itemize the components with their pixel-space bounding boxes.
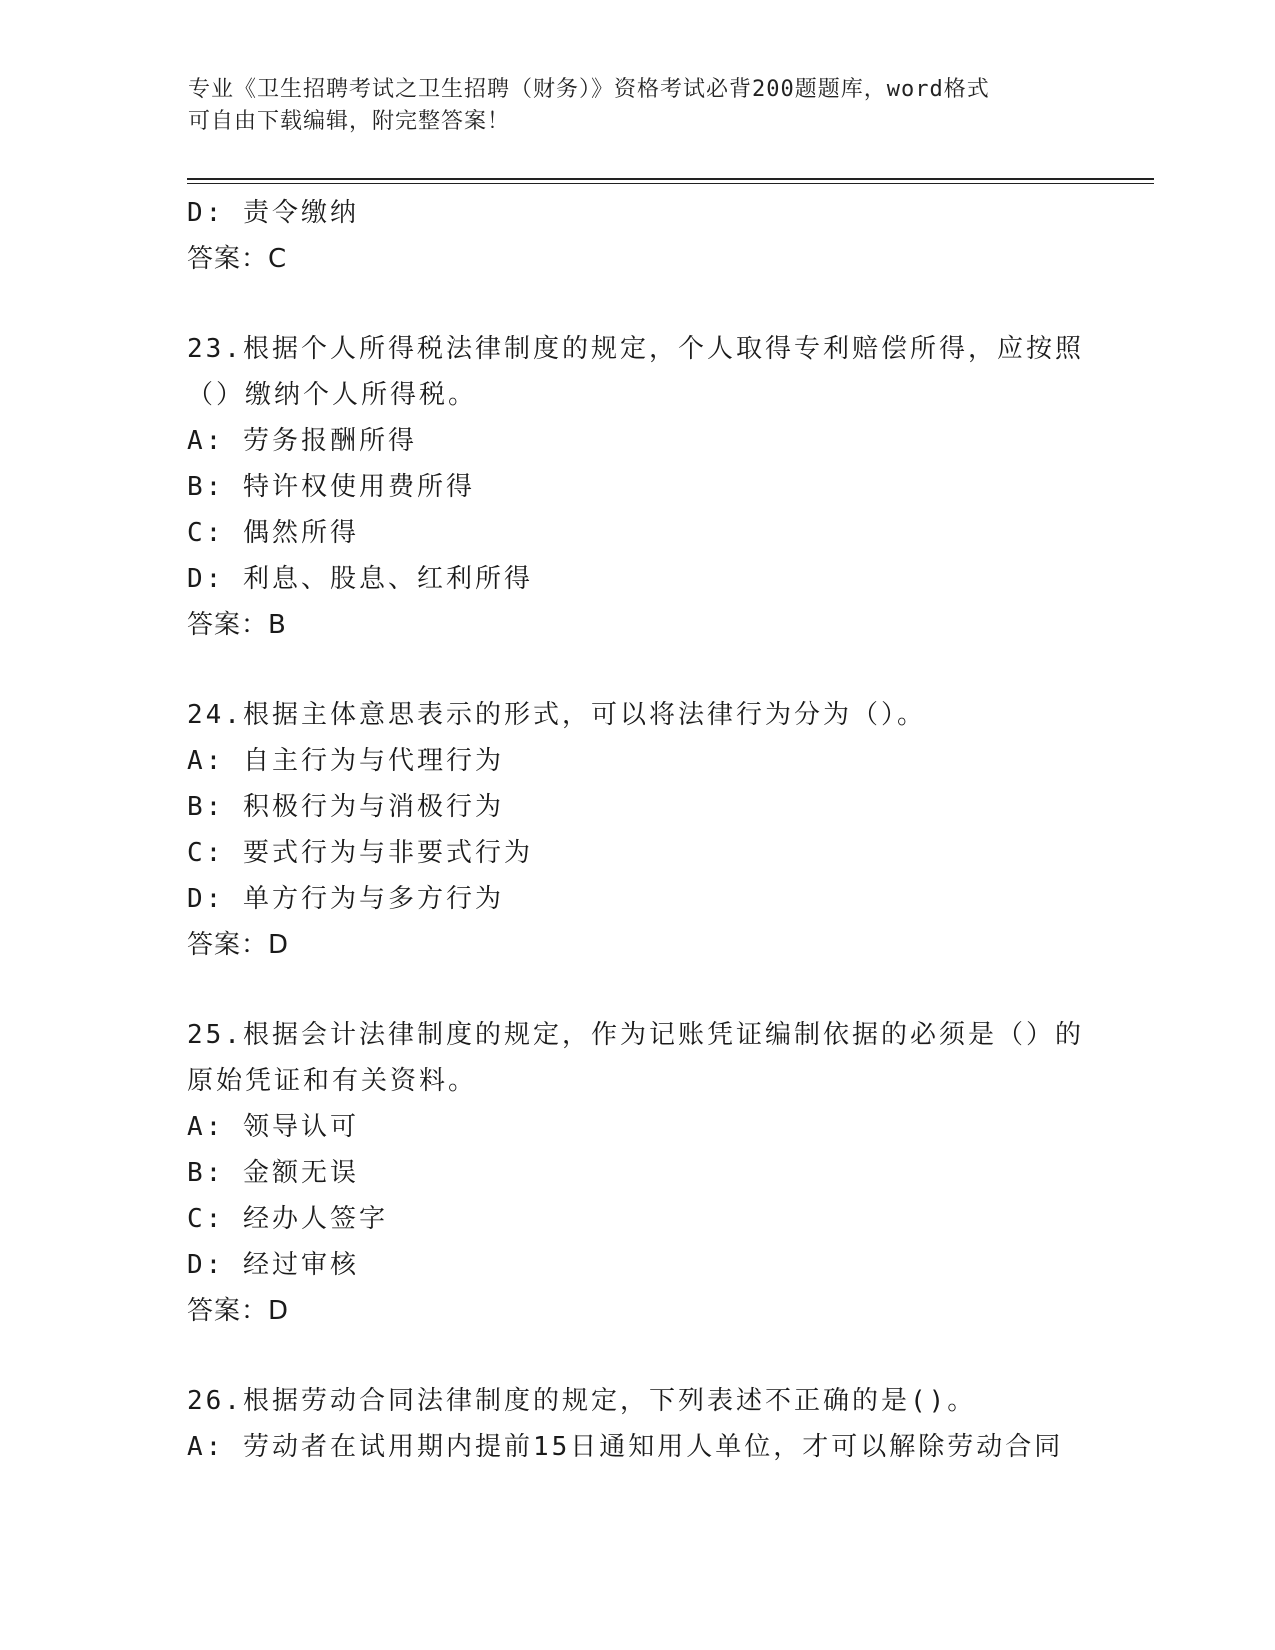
question-stem: 26.根据劳动合同法律制度的规定，下列表述不正确的是()。	[187, 1386, 977, 1416]
spacer	[187, 1334, 1087, 1378]
question-list	[187, 190, 1087, 1470]
option-a: A: 领导认可	[187, 1112, 359, 1142]
question-stem: 23.根据个人所得税法律制度的规定，个人取得专利赔偿所得，应按照	[187, 334, 1084, 364]
question-stem: 24.根据主体意思表示的形式，可以将法律行为分为（）。	[187, 700, 926, 730]
option-c: C: 要式行为与非要式行为	[187, 838, 533, 868]
option-c: C: 偶然所得	[187, 518, 359, 548]
header-line-1: 专业《卫生招聘考试之卫生招聘（财务）》资格考试必背200题题库，word格式	[188, 77, 990, 102]
header-line-2: 可自由下载编辑，附完整答案！	[188, 109, 511, 134]
answer: 答案：D	[187, 930, 290, 960]
question-25	[187, 1012, 1087, 1334]
question-23	[187, 326, 1087, 648]
question-24	[187, 692, 1087, 968]
spacer	[187, 968, 1087, 1012]
option-a: A: 自主行为与代理行为	[187, 746, 504, 776]
question-26	[187, 1378, 1087, 1470]
document-header	[188, 74, 1088, 138]
answer: 答案：D	[187, 1296, 290, 1326]
option-b: B: 金额无误	[187, 1158, 359, 1188]
option-c: C: 经办人签字	[187, 1204, 388, 1234]
question-stem-cont: （）缴纳个人所得税。	[187, 380, 478, 410]
option-d: D: 单方行为与多方行为	[187, 884, 504, 914]
option-b: B: 特许权使用费所得	[187, 472, 475, 502]
question-stem: 25.根据会计法律制度的规定，作为记账凭证编制依据的必须是（）的	[187, 1020, 1084, 1050]
prev-answer: 答案：C	[187, 244, 288, 274]
spacer	[187, 648, 1087, 692]
option-d: D: 经过审核	[187, 1250, 359, 1280]
question-stem-cont: 原始凭证和有关资料。	[187, 1066, 478, 1096]
header-divider	[187, 178, 1154, 184]
option-b: B: 积极行为与消极行为	[187, 792, 504, 822]
prev-option-d: D: 责令缴纳	[187, 198, 359, 228]
option-d: D: 利息、股息、红利所得	[187, 564, 533, 594]
option-a: A: 劳务报酬所得	[187, 426, 417, 456]
spacer	[187, 282, 1087, 326]
answer: 答案：B	[187, 610, 287, 640]
option-a: A: 劳动者在试用期内提前15日通知用人单位，才可以解除劳动合同	[187, 1432, 1064, 1462]
